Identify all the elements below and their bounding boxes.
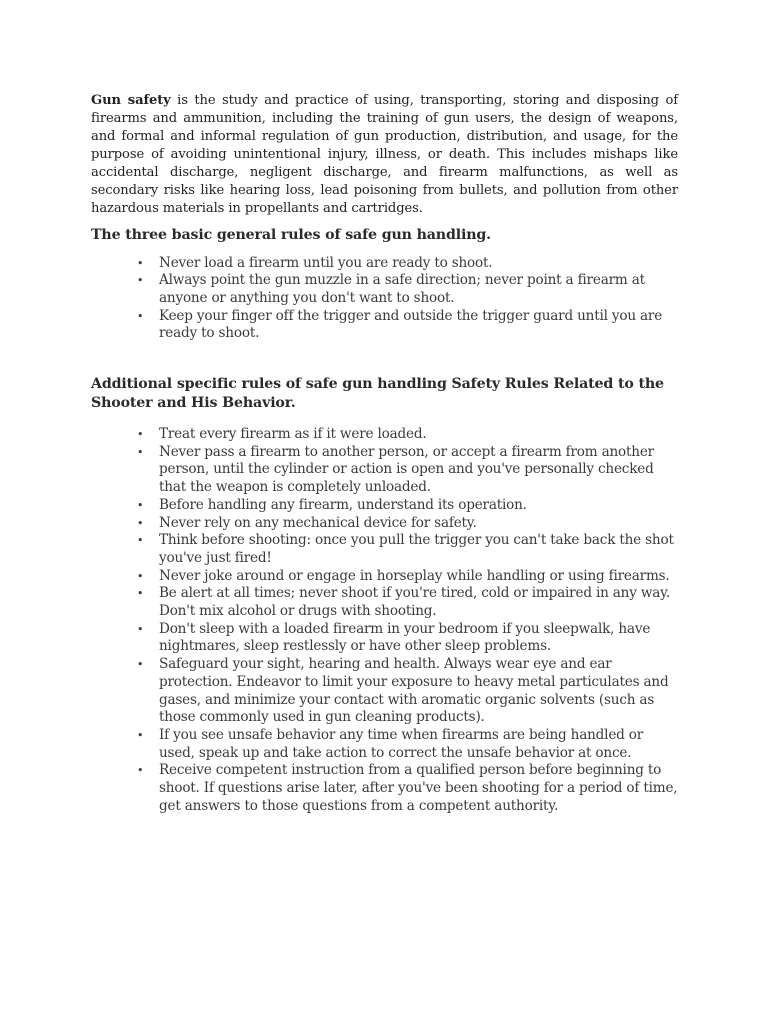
- list-item: [137, 726, 678, 762]
- bullet-icon: •: [137, 587, 144, 601]
- bullet-icon: •: [137, 274, 144, 288]
- list-item: [137, 620, 678, 656]
- intro-term: Gun safety: [91, 93, 171, 108]
- bullet-icon: •: [137, 569, 144, 583]
- list-item: [137, 307, 678, 343]
- list-item: [137, 272, 678, 307]
- list-item: [137, 496, 678, 515]
- list-item-text: Treat every firearm as if it were loaded.: [159, 426, 427, 443]
- specific-rules-list: [91, 426, 678, 815]
- bullet-icon: •: [137, 445, 144, 459]
- intro-text: is the study and practice of using, transporting, storing and disposing of firearms and ammunition, including the training of gun users, the design of weapons, and formal and informal regulation of gun production, distribution, and usage, for the purpose of avoiding unintentional injury, illness, or death. This includes mishaps like accidental discharge, negligent discharge, and firearm malfunctions, as well as secondary risks like hearing loss, lead poisoning from bullets, and pollution from other hazardous materials in propellants and cartridges.: [91, 93, 678, 216]
- section-heading-basic-rules: The three basic general rules of safe gun handling.: [91, 227, 491, 243]
- basic-rules-list: [91, 255, 678, 344]
- list-item: [137, 426, 678, 444]
- document-page: [91, 92, 678, 815]
- list-item: [137, 567, 678, 586]
- list-item: [137, 254, 678, 273]
- list-item-text: Before handling any firearm, understand its operation.: [159, 496, 527, 513]
- list-item: [137, 585, 678, 620]
- list-item: [137, 532, 678, 567]
- list-item-text: Never load a firearm until you are ready to shoot.: [159, 254, 493, 271]
- list-item-text: Receive competent instruction from a qualified person before beginning to shoot. If questions arise later, after you've been shooting for a period of time, get answers to those questions from a competent authority.: [159, 762, 678, 814]
- bullet-icon: •: [137, 256, 144, 270]
- bullet-icon: •: [137, 728, 144, 742]
- list-item-text: Keep your finger off the trigger and outside the trigger guard until you are ready to shoot.: [159, 307, 663, 342]
- list-item-text: Safeguard your sight, hearing and health. Always wear eye and ear protection. Endeavor to limit your exposure to heavy metal particulates and gases, and minimize your contact with aromatic organic solvents (such as those commonly used in gun cleaning products).: [159, 656, 669, 726]
- list-item-text: Don't sleep with a loaded firearm in your bedroom if you sleepwalk, have nightmares, sleep restlessly or have other sleep problems.: [159, 620, 651, 655]
- list-item-text: Never joke around or engage in horseplay while handling or using firearms.: [159, 567, 670, 584]
- bullet-icon: •: [137, 764, 144, 778]
- bullet-icon: •: [137, 516, 144, 530]
- list-item-text: Think before shooting: once you pull the trigger you can't take back the shot you've just fired!: [159, 532, 674, 566]
- bullet-icon: •: [137, 534, 144, 548]
- bullet-icon: •: [137, 309, 144, 323]
- list-item: [137, 762, 678, 815]
- list-item-text: Never rely on any mechanical device for safety.: [159, 514, 477, 531]
- intro-paragraph: [91, 92, 678, 218]
- bullet-icon: •: [137, 498, 144, 512]
- list-item-text: If you see unsafe behavior any time when firearms are being handled or used, speak up and take action to correct the unsafe behavior at once.: [159, 726, 644, 761]
- list-item: [137, 443, 678, 497]
- list-item-text: Never pass a firearm to another person, or accept a firearm from another person, until the cylinder or action is open and you've personally checked that the weapon is completely unloaded.: [159, 443, 654, 496]
- bullet-icon: •: [137, 428, 144, 442]
- bullet-icon: •: [137, 658, 144, 672]
- list-item: [137, 514, 678, 533]
- section-heading-specific-rules: Additional specific rules of safe gun handling Safety Rules Related to the Shooter and His Behavior.: [91, 376, 664, 411]
- bullet-icon: •: [137, 622, 144, 636]
- list-item-text: Always point the gun muzzle in a safe direction; never point a firearm at anyone or anything you don't want to shoot.: [159, 272, 645, 306]
- list-item: [137, 656, 678, 727]
- list-item-text: Be alert at all times; never shoot if you're tired, cold or impaired in any way. Don't mix alcohol or drugs with shooting.: [159, 585, 670, 620]
